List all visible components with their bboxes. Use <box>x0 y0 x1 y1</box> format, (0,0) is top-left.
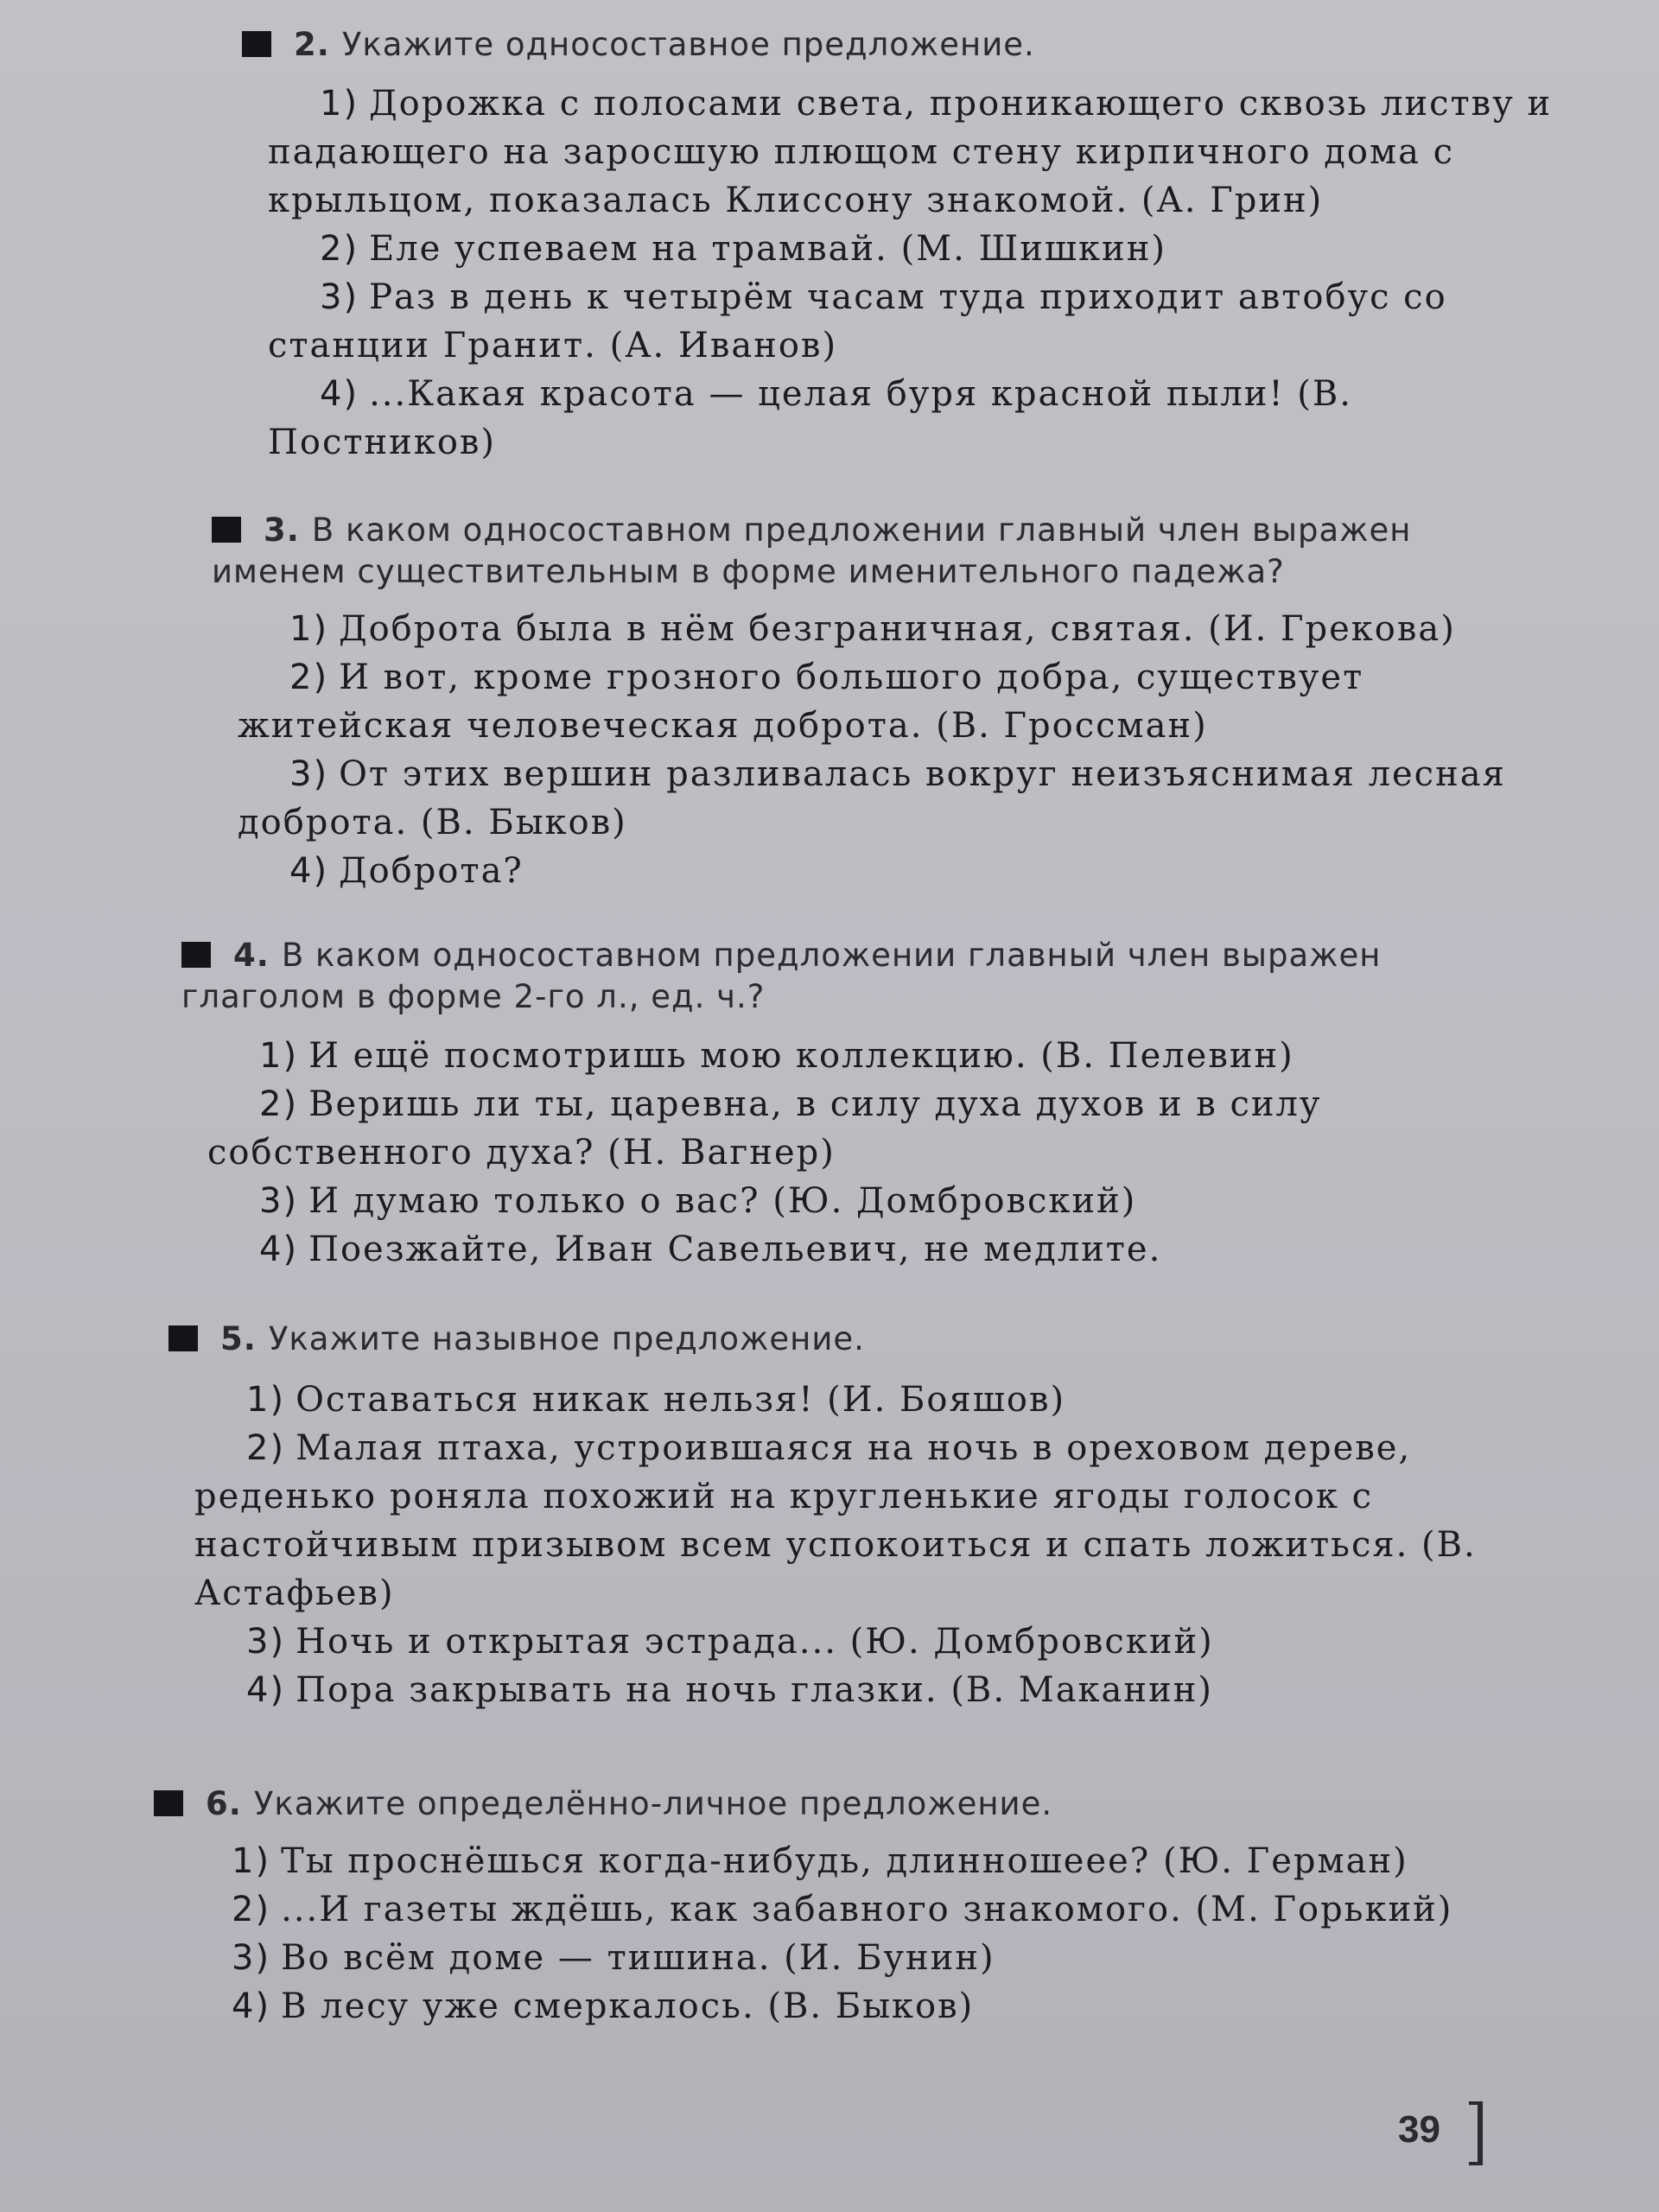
task-2 <box>242 24 1555 467</box>
task-question: В каком односоставном предложении главный член выражен именем существительным в форме именительного падежа? <box>212 512 1412 590</box>
task-number: 6. <box>206 1785 242 1822</box>
answer-option: 2) Веришь ли ты, царевна, в силу духа духов и в силу собственного духа? (Н. Вагнер) <box>207 1084 1322 1173</box>
answer-option: 3) От этих вершин разливалась вокруг неизъяснимая лесная доброта. (В. Быков) <box>238 754 1506 842</box>
task-number: 2. <box>294 26 330 63</box>
answer-option: 2) Еле успеваем на трамвай. (М. Шишкин) <box>320 229 1166 269</box>
answer-option: 4) Поезжайте, Иван Савельевич, не медлите. <box>259 1230 1162 1269</box>
page-number-bracket <box>1469 2101 1483 2165</box>
task-number: 4. <box>233 937 270 974</box>
answer-option: 4) Пора закрывать на ночь глазки. (В. Маканин) <box>246 1670 1213 1710</box>
answer-option: 3) Раз в день к четырём часам туда приходит автобус со станции Гранит. (А. Иванов) <box>268 277 1447 365</box>
task-2-heading <box>242 24 1555 66</box>
task-4 <box>181 935 1495 1274</box>
answer-option: 3) Ночь и открытая эстрада... (Ю. Домбровский) <box>246 1622 1214 1662</box>
task-6 <box>154 1783 1467 2031</box>
answer-option: 3) И думаю только о вас? (Ю. Домбровский) <box>259 1181 1137 1221</box>
task-number: 5. <box>220 1320 257 1357</box>
task-question: В каком односоставном предложении главный член выражен глаголом в форме 2-го л., ед. ч.? <box>181 937 1382 1015</box>
task-question: Укажите назывное предложение. <box>268 1320 865 1357</box>
answer-option: 3) Во всём доме — тишина. (И. Бунин) <box>232 1938 995 1978</box>
square-bullet-icon <box>212 517 241 543</box>
answer-option: 1) Доброта была в нём безграничная, святая. (И. Грекова) <box>289 609 1456 649</box>
task-5 <box>168 1319 1482 1714</box>
task-4-heading <box>181 935 1495 1018</box>
task-3-heading <box>212 510 1525 593</box>
answer-option: 1) Ты проснёшься когда-нибудь, длинношеее? (Ю. Герман) <box>232 1841 1408 1881</box>
square-bullet-icon <box>242 31 271 57</box>
answer-option: 4) Доброта? <box>289 851 524 891</box>
task-number: 3. <box>264 512 300 549</box>
square-bullet-icon <box>181 942 211 968</box>
answer-option: 2) Малая птаха, устроившаяся на ночь в ореховом дереве, реденько роняла похожий на кругленькие ягоды голосок с настойчивым призывом всем успокоиться и спать ложиться. (В. Астафьев) <box>194 1428 1477 1613</box>
answer-option: 1) Оставаться никак нельзя! (И. Бояшов) <box>246 1380 1066 1420</box>
task-3 <box>212 510 1525 895</box>
answer-option: 1) И ещё посмотришь мою коллекцию. (В. Пелевин) <box>259 1036 1294 1076</box>
answer-option: 4) В лесу уже смеркалось. (В. Быков) <box>232 1986 975 2026</box>
page-number: 39 <box>1398 2108 1440 2151</box>
answer-option: 2) ...И газеты ждёшь, как забавного знакомого. (М. Горький) <box>232 1890 1453 1929</box>
answer-option: 1) Дорожка с полосами света, проникающего сквозь листву и падающего на заросшую плющом стену кирпичного дома с крыльцом, показалась Клиссону знакомой. (А. Грин) <box>268 84 1553 220</box>
task-question: Укажите определённо-личное предложение. <box>253 1785 1053 1822</box>
answer-option: 4) ...Какая красота — целая буря красной пыли! (В. Постников) <box>268 374 1352 462</box>
task-6-heading <box>154 1783 1467 1825</box>
square-bullet-icon <box>168 1325 198 1351</box>
task-5-heading <box>168 1319 1482 1360</box>
answer-option: 2) И вот, кроме грозного большого добра, существует житейская человеческая доброта. (В. Гроссман) <box>238 658 1364 746</box>
square-bullet-icon <box>154 1790 183 1816</box>
task-question: Укажите односоставное предложение. <box>341 26 1035 63</box>
